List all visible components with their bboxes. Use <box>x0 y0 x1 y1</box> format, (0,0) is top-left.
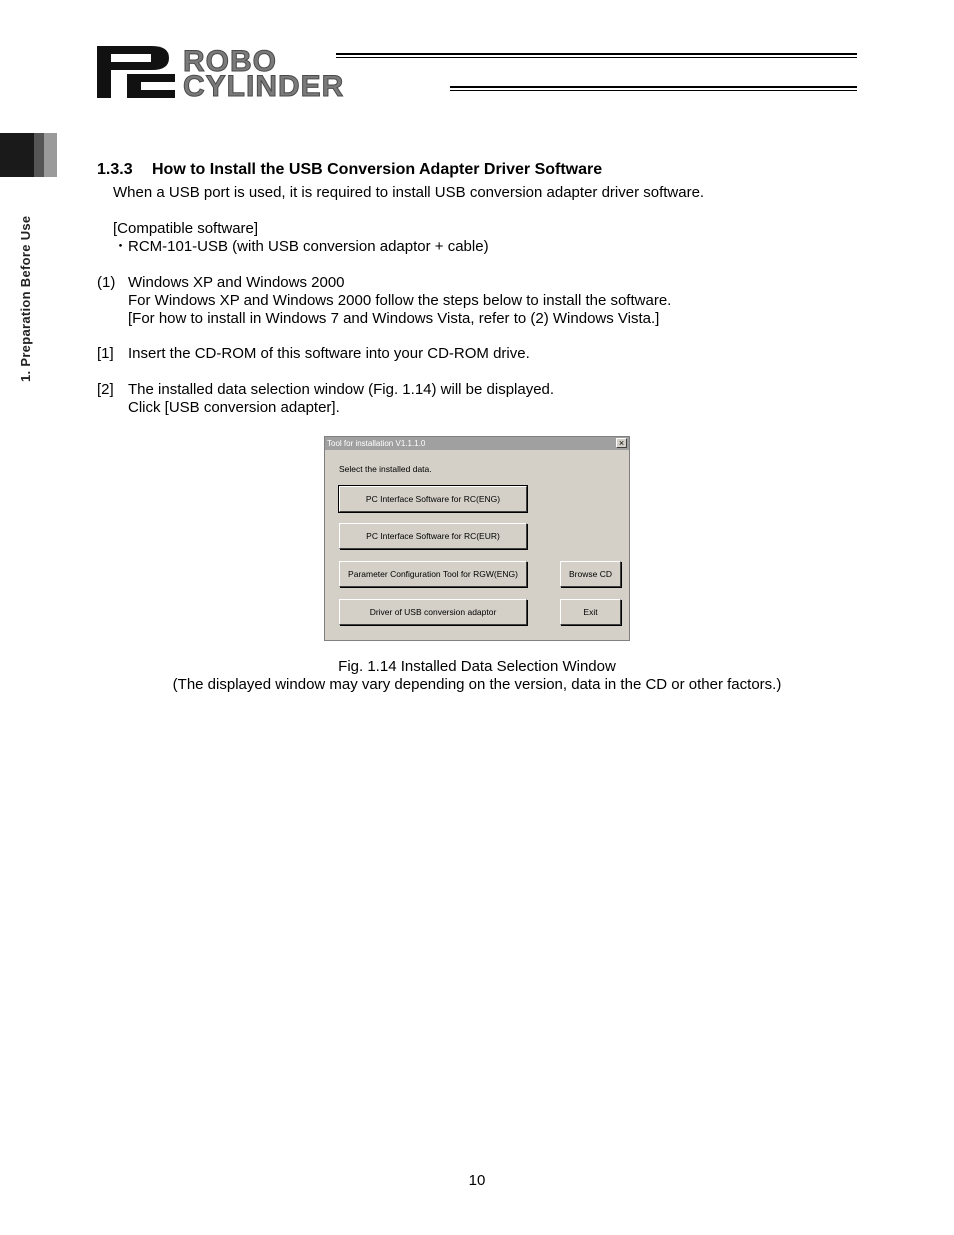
section-title: How to Install the USB Conversion Adapter Driver Software <box>152 161 603 178</box>
header-rule-top-thin <box>336 57 857 58</box>
section-number: 1.3.3 <box>97 161 133 178</box>
logo-word-robo: ROBO <box>183 45 277 78</box>
usb-driver-button[interactable]: Driver of USB conversion adaptor <box>339 599 527 625</box>
pc-interface-eur-button[interactable]: PC Interface Software for RC(EUR) <box>339 523 527 549</box>
intro-text: When a USB port is used, it is required to install USB conversion adapter driver software. <box>113 184 705 201</box>
step1-reference: [For how to install in Windows 7 and Windows Vista, refer to (2) Windows Vista.] <box>128 310 660 327</box>
side-tab-block <box>0 133 34 177</box>
stepB-instruction: Click [USB conversion adapter]. <box>128 399 340 416</box>
pc-interface-eng-button[interactable]: PC Interface Software for RC(ENG) <box>339 486 527 512</box>
parameter-config-tool-button[interactable]: Parameter Configuration Tool for RGW(ENG) <box>339 561 527 587</box>
figure-note: (The displayed window may vary depending on the version, data in the CD or other factors.) <box>172 676 782 693</box>
compatible-label: [Compatible software] <box>113 220 259 237</box>
side-tab-block-mid <box>34 133 44 177</box>
side-chapter-label: 1. Preparation Before Use <box>18 215 33 382</box>
dialog-prompt: Select the installed data. <box>339 464 432 474</box>
header-rule-top <box>336 53 857 55</box>
exit-button[interactable]: Exit <box>560 599 621 625</box>
compatible-item: ・RCM-101-USB (with USB conversion adaptor + cable) <box>113 238 489 255</box>
header-rule-bottom-thin <box>450 90 857 91</box>
figure-caption: Fig. 1.14 Installed Data Selection Window <box>338 658 616 675</box>
stepA-text: Insert the CD-ROM of this software into your CD-ROM drive. <box>128 345 530 362</box>
logo-word-cylinder: CYLINDER <box>183 70 345 103</box>
step1-marker: (1) <box>97 274 116 291</box>
stepB-text: The installed data selection window (Fig. 1.14) will be displayed. <box>128 381 555 398</box>
side-tab-block-light <box>44 133 57 177</box>
page-number: 10 <box>468 1172 486 1189</box>
close-icon[interactable]: × <box>616 438 627 448</box>
dialog-titlebar: Tool for installation V1.1.1.0 <box>325 437 629 450</box>
stepA-marker: [1] <box>97 345 114 362</box>
installation-dialog <box>324 436 630 641</box>
browse-cd-button[interactable]: Browse CD <box>560 561 621 587</box>
stepB-marker: [2] <box>97 381 114 398</box>
rc-logo-mark <box>97 44 177 100</box>
step1-title: Windows XP and Windows 2000 <box>128 274 345 291</box>
step1-description: For Windows XP and Windows 2000 follow the steps below to install the software. <box>128 292 672 309</box>
header-rule-bottom <box>450 86 857 88</box>
